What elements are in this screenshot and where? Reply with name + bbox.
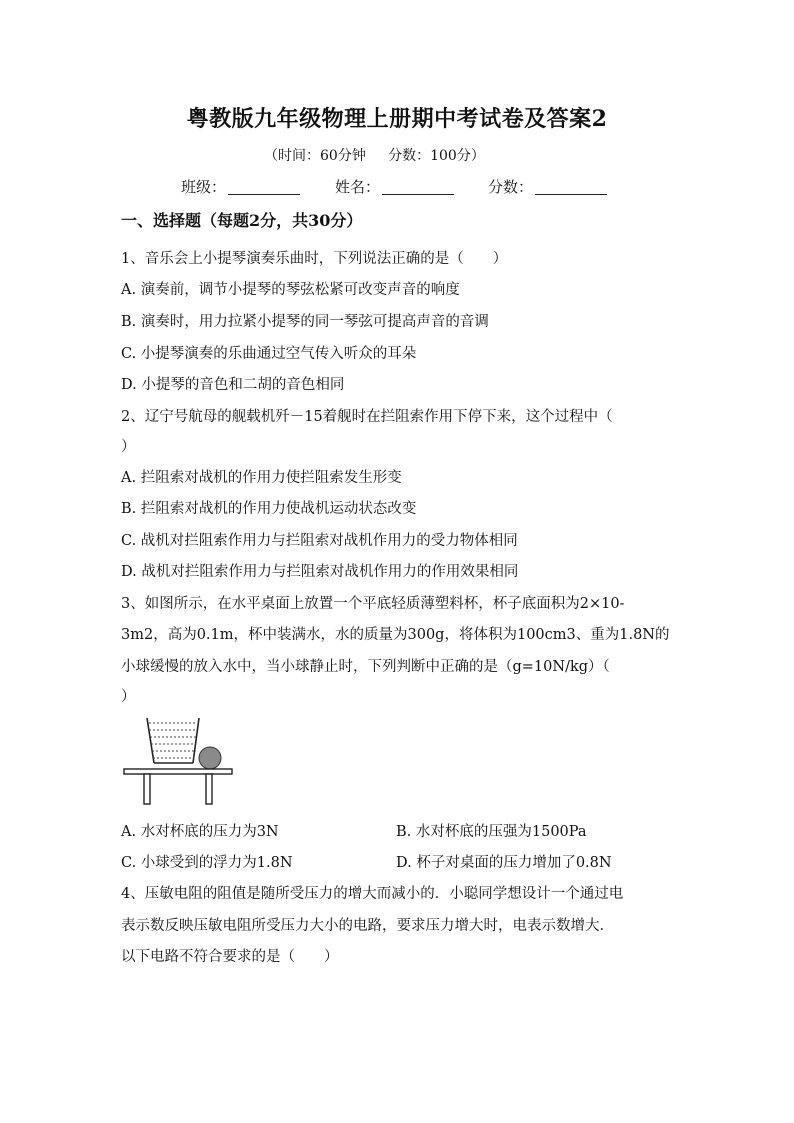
score-label: 分数： bbox=[488, 178, 534, 196]
q2-stem: 2、辽宁号航母的舰载机歼－15着舰时在拦阻索作用下停下来，这个过程中（ bbox=[121, 409, 613, 425]
q4-stem-3: 以下电路不符合要求的是（ ） bbox=[121, 949, 339, 965]
table bbox=[124, 769, 232, 804]
exam-subtitle bbox=[264, 145, 485, 165]
q3-stem-4: ） bbox=[121, 689, 136, 705]
q3-option-d: D. 杯子对桌面的压力增加了0.8N bbox=[396, 855, 612, 871]
q1-stem: 1、音乐会上小提琴演奏乐曲时，下列说法正确的是（ ） bbox=[121, 251, 508, 267]
q1-option-c: C. 小提琴演奏的乐曲通过空气传入听众的耳朵 bbox=[121, 346, 417, 362]
q2-stem-cont: ） bbox=[121, 439, 136, 455]
name-label: 姓名： bbox=[335, 178, 381, 196]
score-info: 分数：100分） bbox=[388, 148, 485, 164]
q3-option-a: A. 水对杯底的压力为3N bbox=[121, 824, 279, 840]
cup bbox=[147, 718, 199, 763]
class-field bbox=[181, 176, 300, 197]
score-field bbox=[488, 176, 607, 197]
time-info: （时间：60分钟 bbox=[264, 148, 366, 164]
q3-option-c: C. 小球受到的浮力为1.8N bbox=[121, 855, 293, 871]
name-field bbox=[335, 176, 454, 197]
q1-option-b: B. 演奏时，用力拉紧小提琴的同一琴弦可提高声音的音调 bbox=[121, 314, 489, 330]
q3-stem-2: 3m2，高为0.1m，杯中装满水，水的质量为300g，将体积为100cm3、重为1.8N的 bbox=[121, 627, 670, 643]
q1-option-a: A. 演奏前，调节小提琴的琴弦松紧可改变声音的响度 bbox=[121, 282, 460, 298]
q2-option-b: B. 拦阻索对战机的作用力使战机运动状态改变 bbox=[121, 501, 417, 517]
q4-stem: 4、压敏电阻的阻值是随所受压力的增大而减小的．小聪同学想设计一个通过电 bbox=[121, 886, 624, 902]
water-lines bbox=[149, 723, 197, 758]
section-heading: 一、选择题（每题2分，共30分） bbox=[121, 211, 363, 230]
class-label: 班级： bbox=[181, 178, 227, 196]
name-blank[interactable] bbox=[382, 180, 454, 195]
q2-option-a: A. 拦阻索对战机的作用力使拦阻索发生形变 bbox=[121, 470, 402, 486]
q2-option-c: C. 战机对拦阻索作用力与拦阻索对战机作用力的受力物体相同 bbox=[121, 533, 518, 549]
q2-option-d: D. 战机对拦阻索作用力与拦阻索对战机作用力的作用效果相同 bbox=[121, 564, 519, 580]
q3-option-b: B. 水对杯底的压强为1500Pa bbox=[396, 824, 587, 840]
q3-stem: 3、如图所示，在水平桌面上放置一个平底轻质薄塑料杯，杯子底面积为2×10- bbox=[121, 596, 625, 612]
class-blank[interactable] bbox=[228, 180, 300, 195]
score-blank[interactable] bbox=[535, 180, 607, 195]
ball bbox=[199, 747, 221, 769]
cup-on-table-figure bbox=[118, 710, 238, 810]
q4-stem-2: 表示数反映压敏电阻所受压力大小的电路，要求压力增大时，电表示数增大． bbox=[121, 918, 614, 934]
page-title: 粤教版九年级物理上册期中考试卷及答案2 bbox=[186, 106, 608, 132]
q3-stem-3: 小球缓慢的放入水中，当小球静止时，下列判断中正确的是（g=10N/kg）（ bbox=[121, 659, 610, 675]
q1-option-d: D. 小提琴的音色和二胡的音色相同 bbox=[121, 377, 345, 393]
